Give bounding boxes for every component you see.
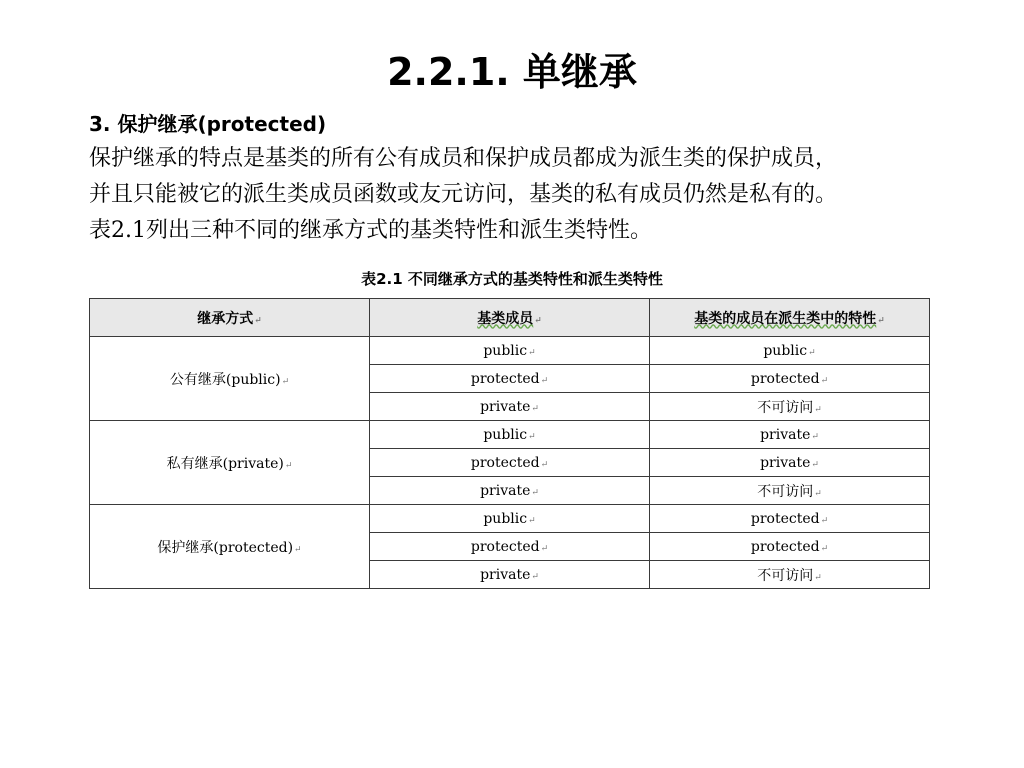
derived-property-value: 不可访问	[757, 483, 814, 500]
mode-cell	[90, 505, 370, 589]
base-member-cell	[370, 337, 650, 365]
inheritance-table	[89, 298, 930, 589]
cell-mark-icon: ↵	[531, 571, 539, 582]
cell-mark-icon: ↵	[540, 375, 549, 386]
derived-property-cell	[650, 421, 930, 449]
cell-mark-icon: ↵	[284, 460, 293, 471]
derived-property-value: 不可访问	[757, 567, 814, 584]
header-label: 继承方式	[197, 310, 254, 327]
table-caption: 表2.1 不同继承方式的基类特性和派生类特性	[361, 270, 663, 288]
derived-property-cell	[650, 393, 930, 421]
derived-property-value: private	[760, 454, 811, 471]
base-member-cell	[370, 365, 650, 393]
base-member-cell	[370, 533, 650, 561]
header-label: 基类的成员在派生类中的特性	[694, 310, 877, 327]
base-member-value: public	[483, 426, 528, 443]
base-member-value: protected	[470, 370, 540, 387]
cell-mark-icon: ↵	[254, 315, 262, 326]
base-member-value: private	[480, 566, 531, 583]
header-label: 基类成员	[477, 310, 534, 327]
cell-mark-icon: ↵	[534, 315, 542, 326]
cell-mark-icon: ↵	[528, 515, 536, 526]
derived-property-value: protected	[750, 510, 820, 527]
derived-property-value: public	[763, 342, 808, 359]
base-member-cell	[370, 449, 650, 477]
cell-mark-icon: ↵	[540, 459, 549, 470]
cell-mark-icon: ↵	[531, 403, 539, 414]
cell-mark-icon: ↵	[820, 543, 829, 554]
cell-mark-icon: ↵	[808, 347, 816, 358]
body-paragraph	[89, 141, 969, 249]
derived-property-cell	[650, 477, 930, 505]
derived-property-value: private	[760, 426, 811, 443]
derived-property-cell	[650, 337, 930, 365]
base-member-value: protected	[470, 538, 540, 555]
section-heading: 3. 保护继承(protected)	[89, 112, 327, 136]
slide-title: 2.2.1. 单继承	[387, 50, 637, 94]
cell-mark-icon: ↵	[877, 315, 885, 326]
derived-property-cell	[650, 365, 930, 393]
base-member-value: public	[483, 342, 528, 359]
derived-property-cell	[650, 533, 930, 561]
cell-mark-icon: ↵	[814, 572, 822, 583]
cell-mark-icon: ↵	[811, 459, 819, 470]
base-member-value: private	[480, 398, 531, 415]
header-cell-base-member	[370, 299, 650, 337]
cell-mark-icon: ↵	[820, 515, 829, 526]
base-member-cell	[370, 477, 650, 505]
mode-label: 公有继承(public)	[169, 371, 281, 388]
table-row	[90, 505, 930, 533]
cell-mark-icon: ↵	[528, 347, 536, 358]
table-row	[90, 337, 930, 365]
body-line-1: 保护继承的特点是基类的所有公有成员和保护成员都成为派生类的保护成员，	[89, 146, 838, 171]
derived-property-cell	[650, 505, 930, 533]
body-line-3: 表2.1列出三种不同的继承方式的基类特性和派生类特性。	[89, 218, 652, 243]
base-member-value: protected	[470, 454, 540, 471]
base-member-cell	[370, 505, 650, 533]
header-cell-derived-property	[650, 299, 930, 337]
derived-property-cell	[650, 449, 930, 477]
cell-mark-icon: ↵	[531, 487, 539, 498]
body-line-2: 并且只能被它的派生类成员函数或友元访问，基类的私有成员仍然是私有的。	[89, 182, 838, 207]
mode-label: 保护继承(protected)	[157, 539, 294, 556]
cell-mark-icon: ↵	[814, 488, 822, 499]
cell-mark-icon: ↵	[294, 544, 302, 555]
header-cell-mode	[90, 299, 370, 337]
derived-property-value: protected	[750, 538, 820, 555]
cell-mark-icon: ↵	[820, 375, 829, 386]
cell-mark-icon: ↵	[540, 543, 549, 554]
base-member-value: private	[480, 482, 531, 499]
mode-cell	[90, 421, 370, 505]
derived-property-value: 不可访问	[757, 399, 814, 416]
derived-property-cell	[650, 561, 930, 589]
table-header-row	[90, 299, 930, 337]
cell-mark-icon: ↵	[811, 431, 819, 442]
base-member-value: public	[483, 510, 528, 527]
base-member-cell	[370, 561, 650, 589]
cell-mark-icon: ↵	[814, 404, 822, 415]
mode-cell	[90, 337, 370, 421]
cell-mark-icon: ↵	[528, 431, 536, 442]
cell-mark-icon: ↵	[281, 376, 290, 387]
base-member-cell	[370, 393, 650, 421]
base-member-cell	[370, 421, 650, 449]
mode-label: 私有继承(private)	[166, 455, 284, 472]
table-row	[90, 421, 930, 449]
derived-property-value: protected	[750, 370, 820, 387]
